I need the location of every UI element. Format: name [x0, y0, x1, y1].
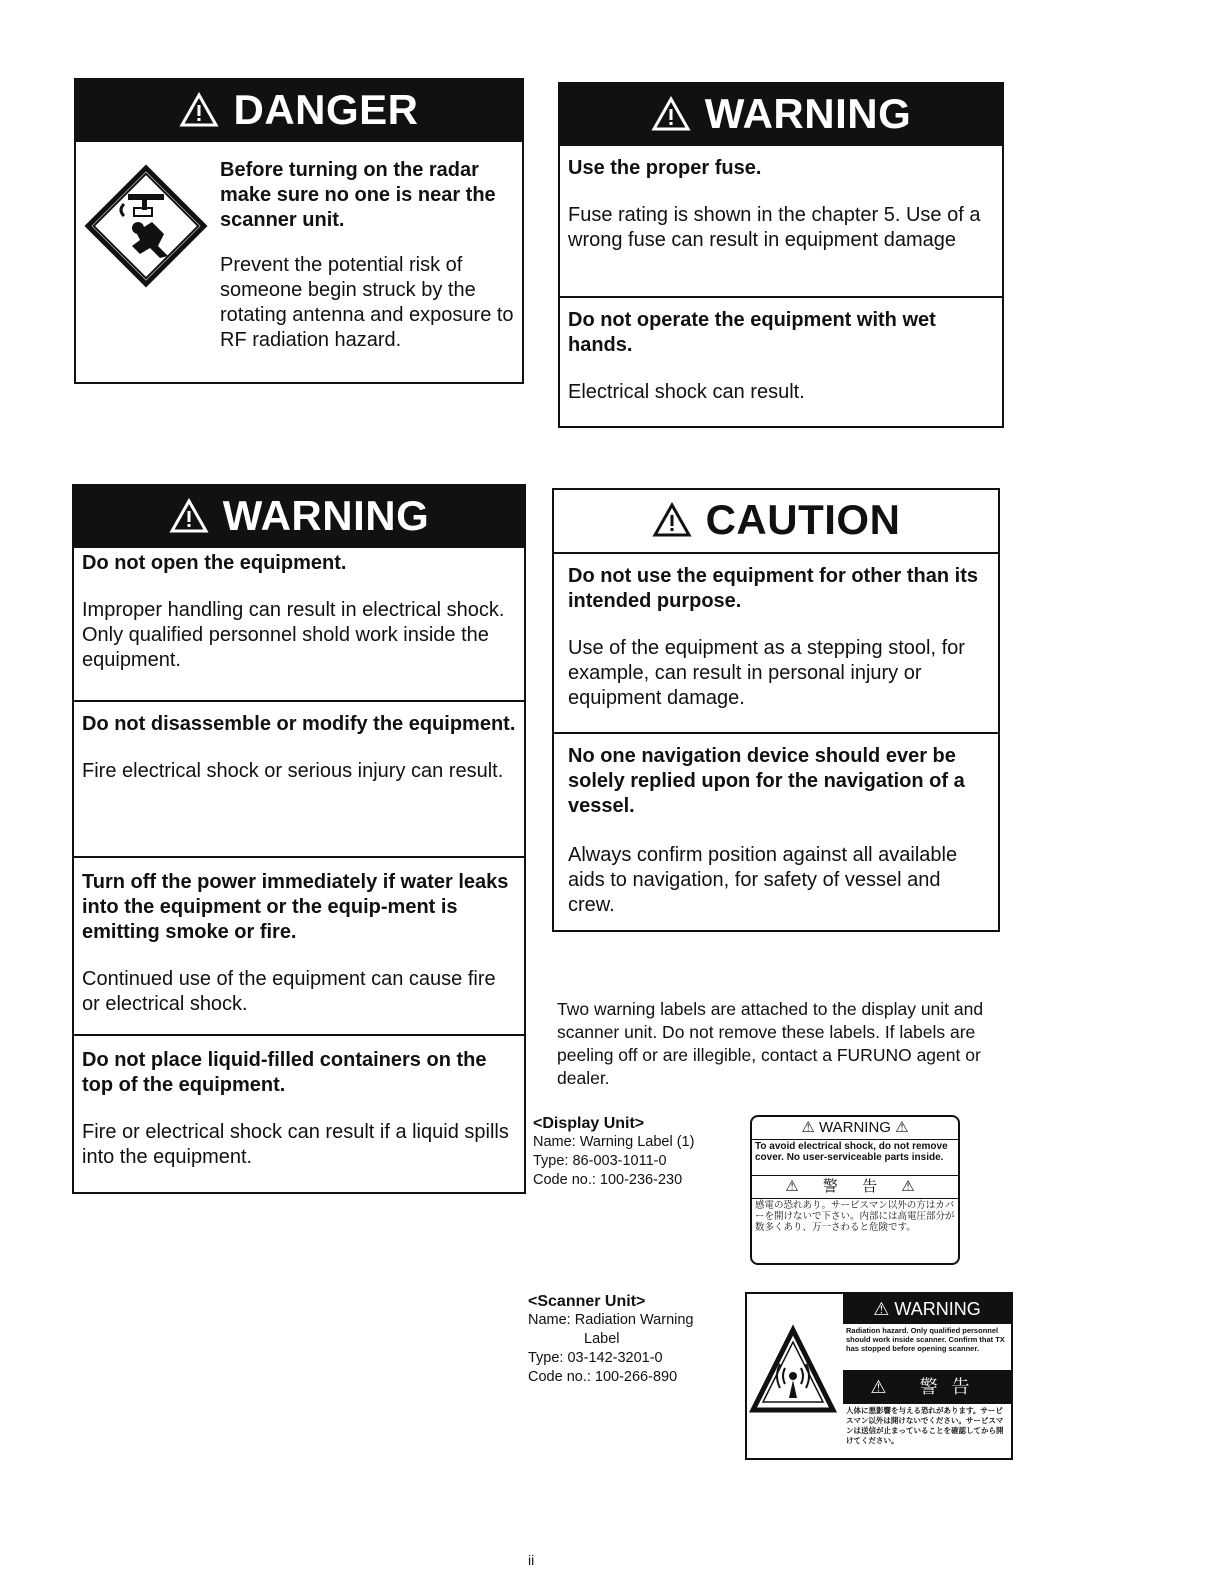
label-jp-title: 警 告: [822, 1178, 888, 1195]
section-heading: Turn off the power immediately if water leaks into the equipment or the equip-ment is emitting smoke or fire.: [82, 871, 509, 943]
label-title-row: ⚠ WARNING ⚠: [752, 1117, 958, 1140]
warning-triangle-icon: [169, 498, 209, 534]
scanner-label-japanese-text: 人体に悪影響を与える恐れがあります。サービスマン以外は開けないでください。サービスマンは送信が止まっていることを確認してから開けてください。: [846, 1406, 1004, 1445]
scanner-unit-info: [528, 1292, 738, 1387]
warning-section: [74, 700, 524, 856]
warning-main-header: [74, 486, 524, 548]
section-heading: Do not operate the equipment with wet hands.: [568, 309, 936, 356]
warning-triangle-icon: [179, 92, 219, 128]
warning-section: [560, 146, 1002, 296]
danger-header: [76, 80, 522, 142]
section-body: Always confirm position against all available aids to navigation, for safety of vessel and crew.: [568, 844, 958, 916]
warning-main-box: [72, 484, 526, 1194]
scanner-unit-heading: <Scanner Unit>: [528, 1293, 646, 1310]
scanner-label-english-text: Radiation hazard. Only qualified personnel should work inside scanner. Confirm that TX has stopped before opening scanner.: [846, 1326, 1005, 1353]
scanner-unit-warning-label: [745, 1292, 1013, 1460]
label-japanese-text: 感電の恐れあり。サービスマン以外の方はカバーを開けないで下さい。内部には高電圧部分が数多くあり、万一さわると危険です。: [755, 1200, 955, 1233]
warning-section: [560, 296, 1002, 419]
radiation-symbol-panel: [747, 1294, 843, 1458]
warning-top-header: [560, 84, 1002, 146]
scanner-unit-name: Name: Radiation Warning: [528, 1312, 694, 1328]
display-unit-heading: <Display Unit>: [533, 1115, 645, 1132]
caution-triangle-icon: [652, 502, 692, 538]
warning-triangle-icon: [651, 96, 691, 132]
scanner-label-jp-title: 警告: [919, 1377, 984, 1397]
caution-section: [554, 554, 998, 732]
page-number: ii: [528, 1552, 535, 1568]
caution-box: [552, 488, 1000, 932]
section-body: Improper handling can result in electrical shock. Only qualified personnel shold work inside the equipment.: [82, 599, 505, 671]
warning-top-title: WARNING: [704, 90, 912, 137]
danger-title: DANGER: [233, 86, 419, 133]
section-heading: No one navigation device should ever be solely replied upon for the navigation of a vessel.: [568, 745, 965, 817]
section-heading: Do not use the equipment for other than its intended purpose.: [568, 565, 978, 612]
scanner-label-title: WARNING: [894, 1299, 981, 1319]
danger-box: [74, 78, 524, 384]
danger-body-text: Prevent the potential risk of someone begin struck by the rotating antenna and exposure to RF radiation hazard.: [220, 254, 514, 351]
scanner-unit-name-cont: Label: [584, 1331, 620, 1347]
caution-title: CAUTION: [705, 496, 901, 543]
section-body: Continued use of the equipment can cause fire or electrical shock.: [82, 968, 496, 1015]
section-body: Fuse rating is shown in the chapter 5. Use of a wrong fuse can result in equipment damage: [568, 204, 981, 251]
danger-heading: Before turning on the radar make sure no one is near the scanner unit.: [220, 159, 496, 231]
rotating-antenna-hazard-icon: [80, 160, 212, 292]
label-english-text: To avoid electrical shock, do not remove cover. No user-serviceable parts inside.: [752, 1140, 958, 1176]
section-heading: Do not disassemble or modify the equipment.: [82, 713, 516, 735]
display-unit-warning-label: [750, 1115, 960, 1265]
warning-section: [74, 548, 524, 700]
warning-section: [74, 856, 524, 1034]
section-body: Use of the equipment as a stepping stool, for example, can result in personal injury or equipment damage.: [568, 637, 965, 709]
section-heading: Do not open the equipment.: [82, 552, 347, 574]
label-jp-title-row: ⚠ 警 告 ⚠: [752, 1176, 958, 1199]
label-title: WARNING: [819, 1119, 891, 1136]
scanner-unit-type: Type: 03-142-3201-0: [528, 1350, 663, 1366]
section-heading: Do not place liquid-filled containers on the top of the equipment.: [82, 1049, 487, 1096]
section-body: Electrical shock can result.: [568, 381, 805, 403]
display-unit-name: Name: Warning Label (1): [533, 1134, 695, 1150]
warning-fuse-box: [558, 82, 1004, 428]
section-heading: Use the proper fuse.: [568, 157, 762, 179]
scanner-label-jp-title-row: ⚠ 警告: [843, 1370, 1011, 1404]
labels-note: Two warning labels are attached to the display unit and scanner unit. Do not remove these labels. If labels are peeling off or are illegible, contact a FURUNO agent or dealer.: [557, 999, 984, 1088]
display-unit-type: Type: 86-003-1011-0: [533, 1153, 667, 1169]
caution-section: [554, 732, 998, 932]
section-body: Fire electrical shock or serious injury can result.: [82, 760, 504, 782]
radiation-hazard-icon: [747, 1294, 843, 1458]
warning-main-title: WARNING: [222, 492, 430, 539]
display-unit-code: Code no.: 100-236-230: [533, 1172, 683, 1188]
warning-section: [74, 1034, 524, 1184]
caution-header: [554, 490, 998, 554]
section-body: Fire or electrical shock can result if a liquid spills into the equipment.: [82, 1121, 509, 1168]
display-unit-info: [533, 1114, 743, 1190]
scanner-unit-code: Code no.: 100-266-890: [528, 1369, 678, 1385]
scanner-label-title-row: ⚠ WARNING: [843, 1294, 1011, 1324]
